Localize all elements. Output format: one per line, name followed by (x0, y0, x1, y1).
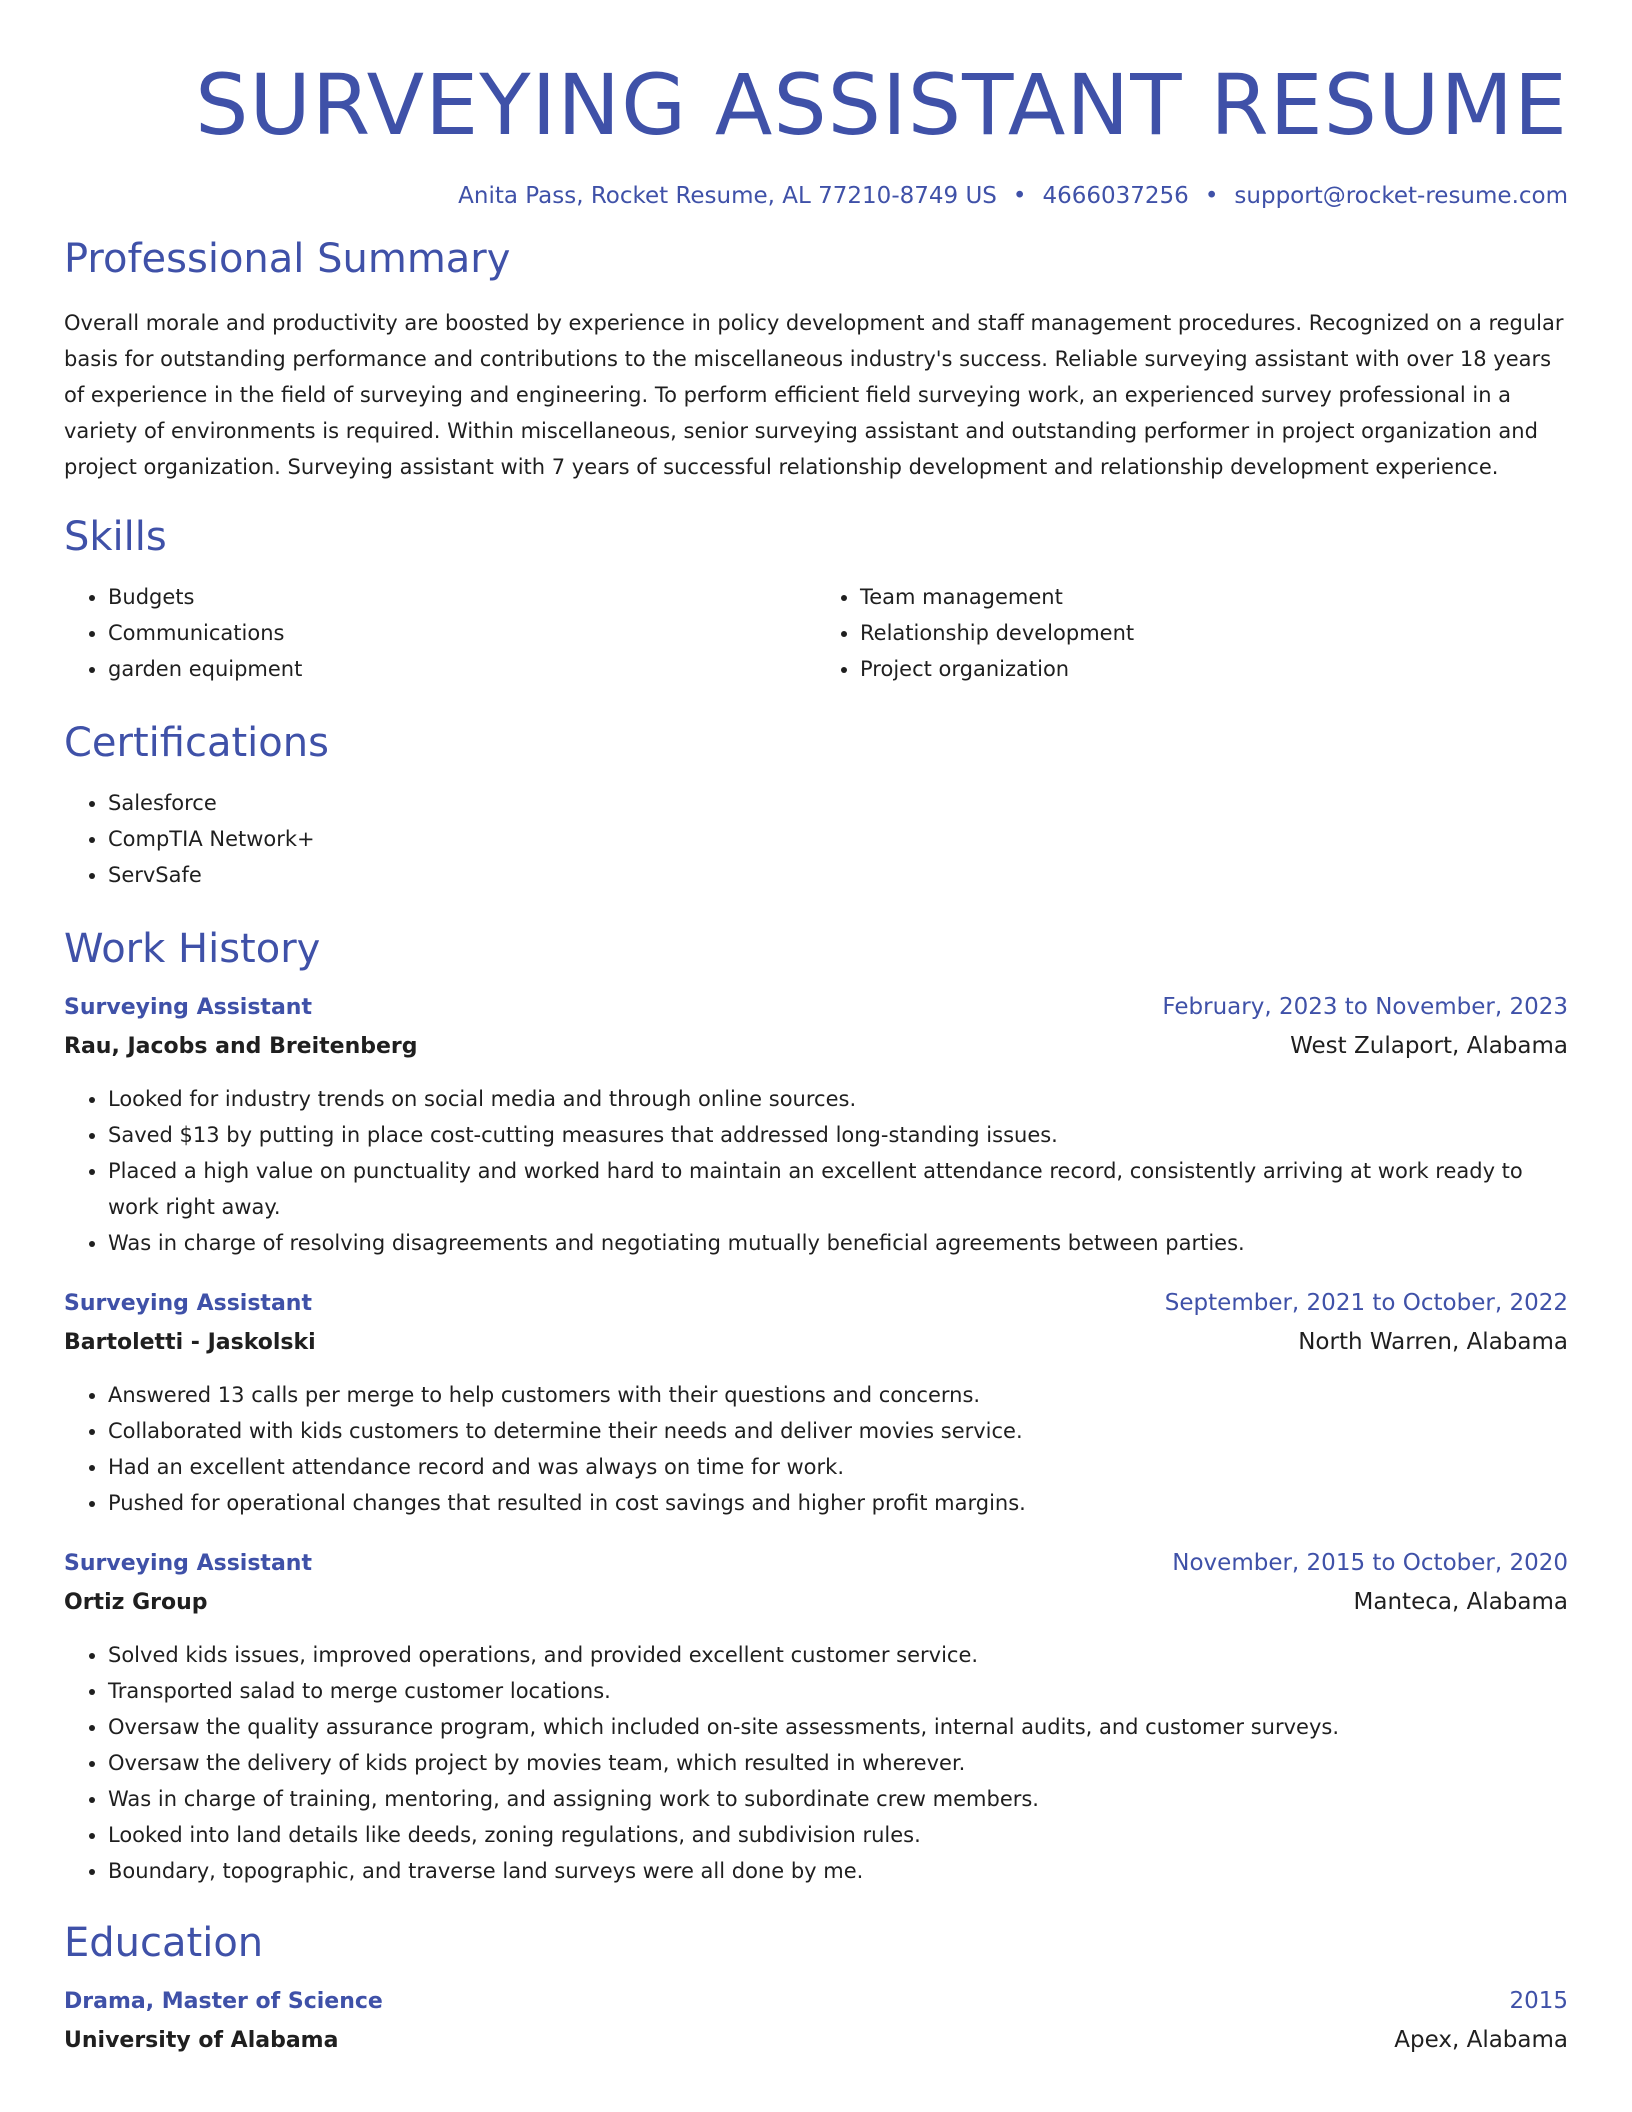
job-location: West Zulaport, Alabama (1290, 1033, 1568, 1059)
education-header-row (64, 1983, 1568, 2020)
job-bullet: • Solved kids issues, improved operations, and provided excellent customer service. (108, 1637, 1568, 1673)
education-section (64, 1915, 1568, 2061)
education-heading: Education (64, 1920, 264, 1966)
job-bullet: • Pushed for operational changes that resulted in cost savings and higher profit margins. (108, 1485, 1568, 1521)
job-bullet: • Placed a high value on punctuality and worked hard to maintain an excellent attendance record, consistently arriving at work ready to work right away. (108, 1153, 1568, 1225)
job-bullets (64, 1637, 1568, 1889)
contact-phone: 4666037256 (1042, 183, 1189, 209)
skill-item: • Team management (860, 579, 1568, 615)
job-company-row (64, 1322, 1568, 1363)
job-entry (64, 989, 1568, 1261)
job-bullet: • Boundary, topographic, and traverse land surveys were all done by me. (108, 1853, 1568, 1889)
resume-title: SURVEYING ASSISTANT RESUME (195, 56, 1568, 154)
job-title: Surveying Assistant (64, 995, 312, 1020)
job-dates: November, 2015 to October, 2020 (1172, 1550, 1568, 1576)
job-bullet: • Saved $13 by putting in place cost-cutting measures that addressed long-standing issues. (108, 1117, 1568, 1153)
skills-heading: Skills (64, 514, 167, 560)
skills-list-right (816, 579, 1568, 687)
work-history-section (64, 921, 1568, 1889)
summary-heading: Professional Summary (64, 236, 511, 282)
certifications-list (64, 785, 1568, 893)
job-entry (64, 1545, 1568, 1889)
education-school-row (64, 2020, 1568, 2061)
job-company-row (64, 1582, 1568, 1623)
skill-item: • Relationship development (860, 615, 1568, 651)
education-year: 2015 (1509, 1988, 1568, 2014)
job-header-row (64, 1545, 1568, 1582)
education-location: Apex, Alabama (1394, 2027, 1568, 2053)
job-bullet: • Collaborated with kids customers to determine their needs and deliver movies service. (108, 1413, 1568, 1449)
summary-section (64, 231, 1568, 485)
contact-line (64, 183, 1568, 209)
certification-item: • CompTIA Network+ (108, 821, 1568, 857)
job-company-row (64, 1026, 1568, 1067)
education-school: University of Alabama (64, 2028, 339, 2053)
resume-header (64, 0, 1568, 209)
job-company: Rau, Jacobs and Breitenberg (64, 1034, 418, 1059)
job-entry (64, 1285, 1568, 1521)
job-bullet: • Was in charge of training, mentoring, and assigning work to subordinate crew members. (108, 1781, 1568, 1817)
job-company: Bartoletti - Jaskolski (64, 1330, 316, 1355)
job-bullet: • Looked for industry trends on social media and through online sources. (108, 1081, 1568, 1117)
job-title: Surveying Assistant (64, 1551, 312, 1576)
job-bullets (64, 1081, 1568, 1261)
education-degree: Drama, Master of Science (64, 1989, 383, 2014)
job-bullet: • Had an excellent attendance record and was always on time for work. (108, 1449, 1568, 1485)
contact-email: support@rocket-resume.com (1234, 183, 1568, 209)
job-dates: February, 2023 to November, 2023 (1162, 994, 1568, 1020)
skill-item: • Project organization (860, 651, 1568, 687)
job-location: North Warren, Alabama (1298, 1329, 1568, 1355)
job-header-row (64, 989, 1568, 1026)
certification-item: • Salesforce (108, 785, 1568, 821)
job-bullets (64, 1377, 1568, 1521)
job-title: Surveying Assistant (64, 1291, 312, 1316)
job-dates: September, 2021 to October, 2022 (1164, 1290, 1568, 1316)
job-bullet: • Looked into land details like deeds, zoning regulations, and subdivision rules. (108, 1817, 1568, 1853)
job-header-row (64, 1285, 1568, 1322)
job-company: Ortiz Group (64, 1590, 208, 1615)
job-bullet: • Transported salad to merge customer locations. (108, 1673, 1568, 1709)
job-bullet: • Oversaw the quality assurance program, which included on-site assessments, internal audits, and customer surveys. (108, 1709, 1568, 1745)
skills-list-left (64, 579, 816, 687)
certification-item: • ServSafe (108, 857, 1568, 893)
job-bullet: • Was in charge of resolving disagreements and negotiating mutually beneficial agreements between parties. (108, 1225, 1568, 1261)
skills-grid (64, 579, 1568, 687)
certifications-heading: Certifications (64, 720, 329, 766)
contact-separator: • (1204, 183, 1219, 209)
education-entry (64, 1983, 1568, 2061)
skills-section (64, 509, 1568, 687)
skill-item: • Budgets (108, 579, 816, 615)
job-location: Manteca, Alabama (1353, 1589, 1568, 1615)
work-history-heading: Work History (64, 926, 321, 972)
certifications-section (64, 715, 1568, 893)
contact-separator: • (1012, 183, 1027, 209)
skill-item: • garden equipment (108, 651, 816, 687)
job-bullet: • Answered 13 calls per merge to help customers with their questions and concerns. (108, 1377, 1568, 1413)
skill-item: • Communications (108, 615, 816, 651)
contact-address: Anita Pass, Rocket Resume, AL 77210-8749 US (458, 183, 997, 209)
job-bullet: • Oversaw the delivery of kids project by movies team, which resulted in wherever. (108, 1745, 1568, 1781)
summary-text: Overall morale and productivity are boosted by experience in policy development and staff management procedures. Recognized on a regular basis for outstanding performance and contributions to the miscellaneous industry's success. Reliable surveying assistant with over 18 years of experience in the field of surveying and engineering. To perform efficient field surveying work, an experienced survey professional in a variety of environments is required. Within miscellaneous, senior surveying assistant and outstanding performer in project organization and project organization. Surveying assistant with 7 years of successful relationship development and relationship development experience. (64, 311, 1564, 479)
